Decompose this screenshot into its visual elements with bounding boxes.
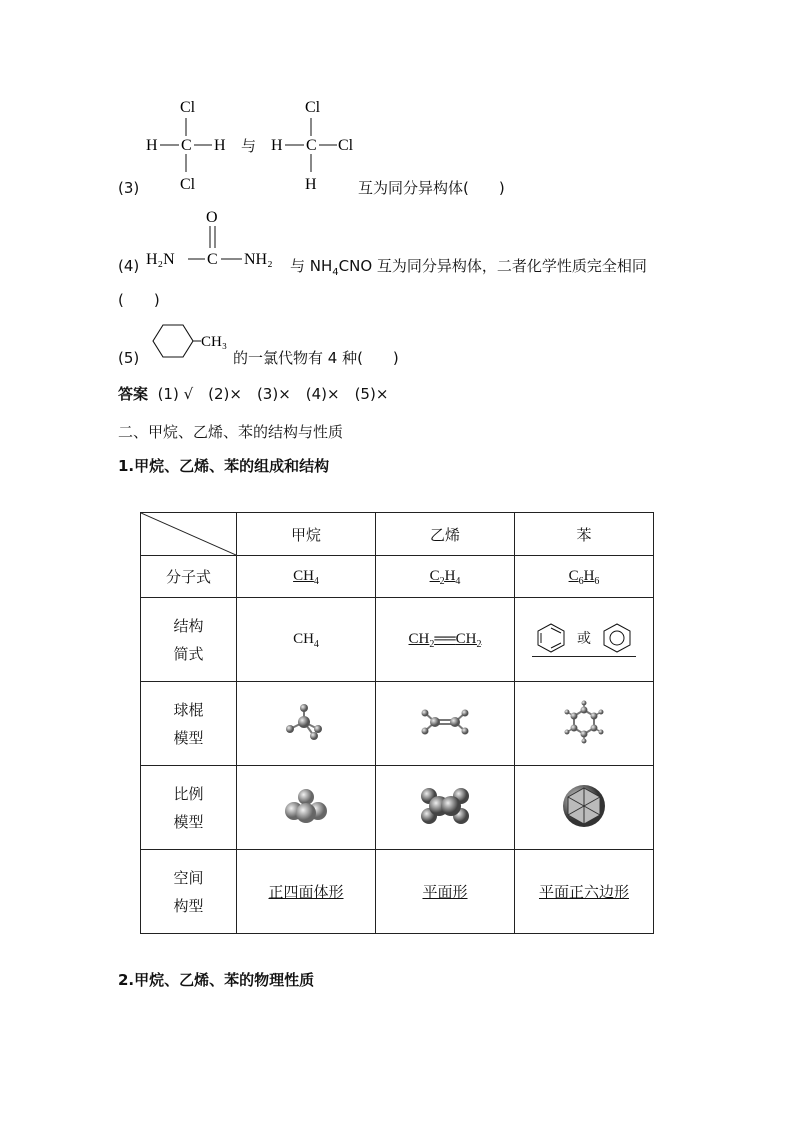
row-label-space-filling: 比例 模型 <box>141 766 237 850</box>
group: CH₃ <box>201 334 228 350</box>
q3-structure-dichloromethane-b <box>265 92 365 196</box>
q4-structure-urea <box>144 204 290 276</box>
group: NH₂ <box>244 251 273 268</box>
atom: H <box>271 137 283 154</box>
methane-space-filling-icon <box>284 787 328 825</box>
cell-fill-methane <box>237 766 376 850</box>
table-row-formula <box>141 556 654 598</box>
methane-ball-stick-icon <box>284 702 328 742</box>
cell-shape-benzene: 平面正六边形 <box>515 850 654 934</box>
q4-statement: 与 $NH_4CNO$ 互为同分异构体，二者化学性质完全相同 <box>290 257 647 278</box>
cell-struct-ethylene: $CH_2══CH_2$ <box>376 598 515 682</box>
cell-formula-methane: $CH_4$ <box>237 556 376 598</box>
atom: Cl <box>338 137 354 154</box>
table-row-space-filling <box>141 766 654 850</box>
cell-formula-ethylene: $C_2H_4$ <box>376 556 515 598</box>
cell-ball-ethylene <box>376 682 515 766</box>
cell-formula-benzene: $C_6H_6$ <box>515 556 654 598</box>
q5-structure-methylcyclohexane <box>145 322 237 362</box>
q4-answer-blank: ( ) <box>118 291 160 309</box>
atom: Cl <box>305 99 321 116</box>
row-label-ball-stick: 球棍 模型 <box>141 682 237 766</box>
or-text: 或 <box>577 631 591 647</box>
q3-number: (3) <box>118 179 140 197</box>
q5-statement: 的一氯代物有 4 种( ) <box>233 349 399 367</box>
q3-connector: 与 <box>241 137 257 155</box>
table-row-structure <box>141 598 654 682</box>
subsection-heading-1: 1.甲烷、乙烯、苯的组成和结构 <box>118 457 330 475</box>
atom: O <box>206 209 218 226</box>
q4-number: (4) <box>118 257 140 275</box>
benzene-space-filling-icon <box>560 782 608 830</box>
cell-struct-methane: $CH_4$ <box>237 598 376 682</box>
answer-label: 答案 <box>118 385 149 403</box>
row-label-formula: 分子式 <box>141 556 237 598</box>
answer-text: (1) √ (2)× (3)× (4)× (5)× <box>157 385 389 403</box>
q3-structure-dichloromethane-a <box>140 92 240 196</box>
cell-struct-benzene <box>515 598 654 682</box>
header-benzene: 苯 <box>515 513 654 556</box>
benzene-ring-icon <box>602 622 632 654</box>
header-ethylene: 乙烯 <box>376 513 515 556</box>
atom: C <box>306 137 317 154</box>
row-label-structure: 结构 简式 <box>141 598 237 682</box>
row-label-shape: 空间 构型 <box>141 850 237 934</box>
table-header-row <box>141 513 654 556</box>
cell-shape-ethylene: 平面形 <box>376 850 515 934</box>
atom: C <box>181 137 192 154</box>
table-row-shape <box>141 850 654 934</box>
header-methane: 甲烷 <box>237 513 376 556</box>
atom: Cl <box>180 176 196 193</box>
section-heading: 二、甲烷、乙烯、苯的结构与性质 <box>118 423 344 441</box>
atom: H <box>214 137 226 154</box>
subsection-heading-2: 2.甲烷、乙烯、苯的物理性质 <box>118 971 315 989</box>
cell-fill-benzene <box>515 766 654 850</box>
atom: C <box>207 251 218 268</box>
cell-fill-ethylene <box>376 766 515 850</box>
benzene-kekule-icon <box>536 622 566 654</box>
benzene-ball-stick-icon <box>560 700 608 744</box>
atom: H <box>305 176 317 193</box>
ethylene-ball-stick-icon <box>420 707 470 737</box>
ethylene-space-filling-icon <box>419 786 471 826</box>
cell-shape-methane: 正四面体形 <box>237 850 376 934</box>
answer-line <box>118 384 388 404</box>
q5-number: (5) <box>118 349 140 367</box>
corner-cell <box>141 513 237 556</box>
table-row-ball-stick <box>141 682 654 766</box>
atom: Cl <box>180 99 196 116</box>
comparison-table <box>140 512 654 934</box>
atom: H <box>146 137 158 154</box>
group: H₂N <box>146 251 175 268</box>
cell-ball-benzene <box>515 682 654 766</box>
q3-statement: 互为同分异构体( ) <box>358 179 505 197</box>
cell-ball-methane <box>237 682 376 766</box>
